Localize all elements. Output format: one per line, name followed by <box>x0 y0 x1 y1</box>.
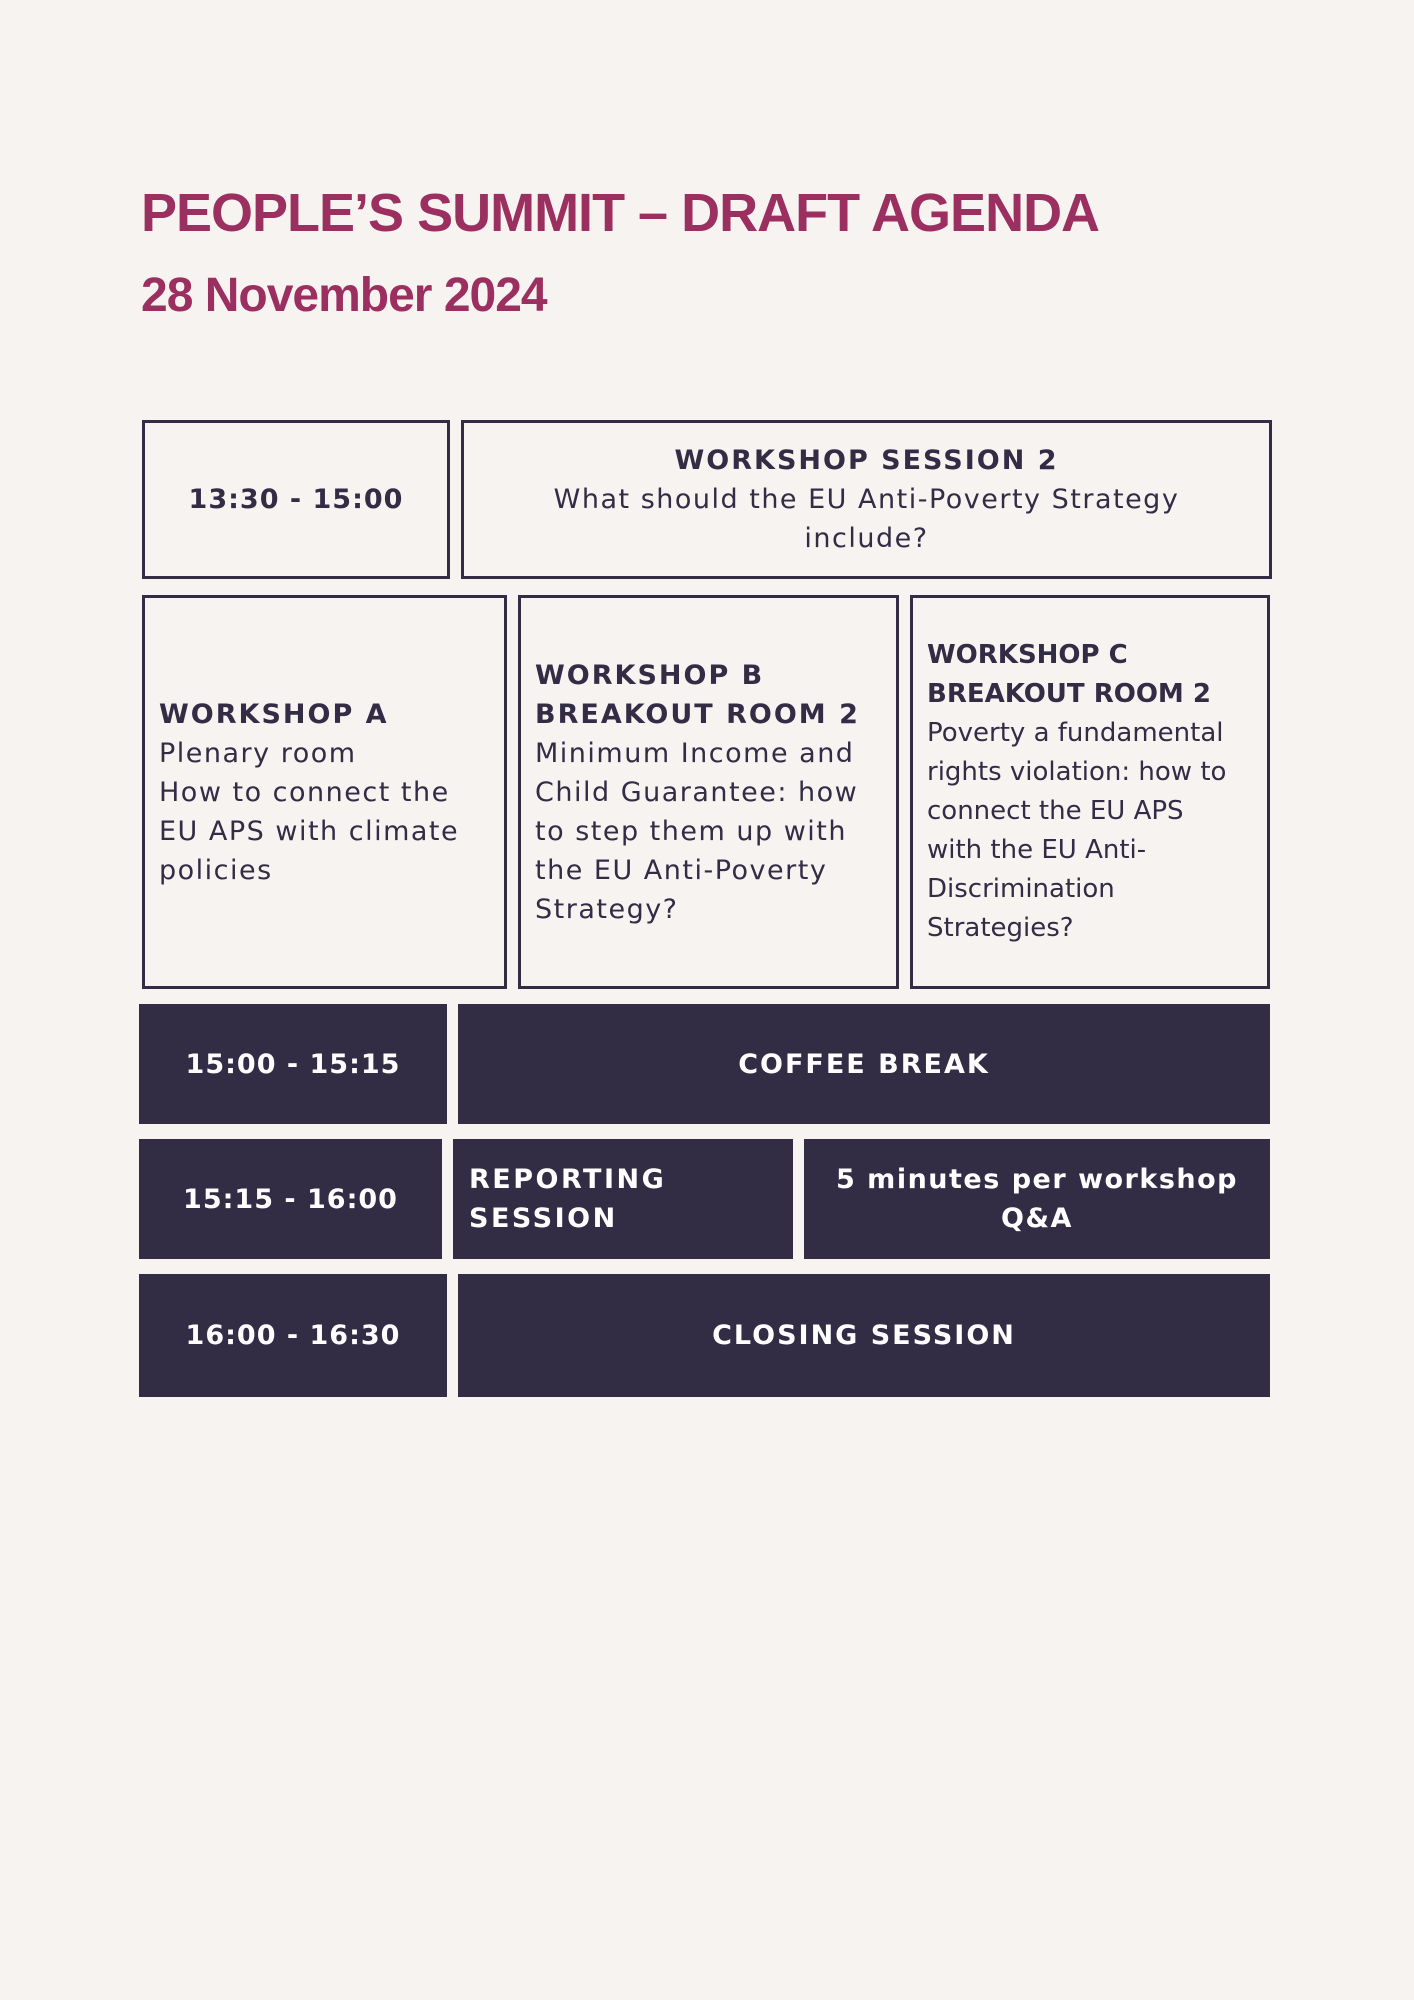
session-time-cell <box>142 420 450 579</box>
workshop-c-cell <box>910 595 1270 989</box>
workshop-c-line: rights violation: how to <box>927 757 1227 787</box>
reporting-detail-line2: Q&A <box>1001 1203 1073 1234</box>
session-title-cell <box>461 420 1272 579</box>
workshop-a-title: WORKSHOP A <box>159 698 389 730</box>
coffee-time-cell <box>139 1004 447 1124</box>
reporting-detail-line1: 5 minutes per workshop <box>836 1164 1238 1195</box>
session-subtitle-line1: What should the EU Anti-Poverty Strategy <box>553 484 1180 515</box>
workshop-c-title-line1: WORKSHOP C <box>927 640 1128 670</box>
workshop-b-title-line2: BREAKOUT ROOM 2 <box>535 698 860 730</box>
session-time: 13:30 - 15:00 <box>188 484 404 515</box>
closing-time-cell <box>139 1274 447 1397</box>
coffee-time: 15:00 - 15:15 <box>185 1048 401 1080</box>
closing-time: 16:00 - 16:30 <box>185 1320 401 1351</box>
workshop-c-line: connect the EU APS <box>927 796 1184 826</box>
workshop-a-line: EU APS with climate <box>159 815 460 847</box>
workshop-a-line: policies <box>159 854 273 886</box>
workshop-b-title-line1: WORKSHOP B <box>535 659 765 691</box>
page-title: PEOPLE’S SUMMIT – DRAFT AGENDA <box>141 183 1100 243</box>
workshop-b-line: the EU Anti-Poverty <box>535 854 828 886</box>
workshop-c-line: with the EU Anti- <box>927 835 1147 865</box>
workshop-c-line: Discrimination <box>927 874 1115 904</box>
reporting-session-cell <box>453 1139 793 1259</box>
workshop-c-title-line2: BREAKOUT ROOM 2 <box>927 679 1211 709</box>
workshop-b-line: Minimum Income and <box>535 737 855 769</box>
agenda-date: 28 November 2024 <box>141 269 547 322</box>
workshop-a-line: How to connect the <box>159 776 450 808</box>
coffee-break-label: COFFEE BREAK <box>738 1048 990 1080</box>
workshop-c-line: Poverty a fundamental <box>927 718 1224 748</box>
reporting-label-line2: SESSION <box>469 1203 618 1234</box>
closing-session-label: CLOSING SESSION <box>712 1320 1016 1351</box>
workshop-a-cell <box>142 595 507 989</box>
workshop-b-line: Child Guarantee: how <box>535 776 859 808</box>
reporting-detail-cell <box>804 1139 1270 1259</box>
reporting-time-cell <box>139 1139 442 1259</box>
workshop-a-line: Plenary room <box>159 737 357 769</box>
workshop-b-line: Strategy? <box>535 893 679 925</box>
workshop-b-line: to step them up with <box>535 815 847 847</box>
reporting-time: 15:15 - 16:00 <box>183 1183 398 1215</box>
workshop-b-cell <box>518 595 899 989</box>
workshop-c-line: Strategies? <box>927 913 1074 943</box>
session-subtitle-line2: include? <box>804 523 929 554</box>
session-title: WORKSHOP SESSION 2 <box>674 445 1059 476</box>
reporting-label-line1: REPORTING <box>469 1164 667 1195</box>
coffee-break-cell <box>458 1004 1270 1124</box>
closing-session-cell <box>458 1274 1270 1397</box>
